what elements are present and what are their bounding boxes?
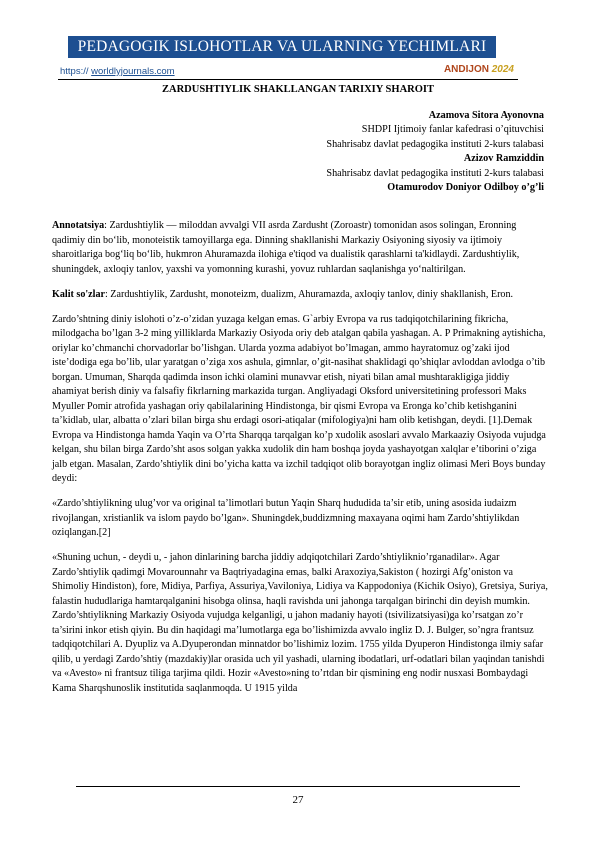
keywords-label: Kalit so'zlar <box>52 288 105 300</box>
footer-divider <box>76 786 520 787</box>
body-paragraph: Zardo’shtning diniy islohoti o’z-o’zidan yuzaga kelgan emas. G`arbiy Evropa va rus tadqiqotchilarining fikricha, milodgacha bo’lgan 3-2 ming yilliklarda Markaziy Osiyoda oriy deb atalgan qabila yashagan. A. P Primakning aytishicha, oriylar ko’chmanchi chorvadorlar bo’lishgan. Ularda yozma adabiyot bo’lmagan, ammo hayratomuz og’zaki ijod iste’dodiga ega bo’lib, ular yaratgan o’ziga xos ashula, gimnlar, o’git-nasihat shaklidagi qo’shiqlar avloddan avlodga o’tib borgan. Umuman, Sharqda qadimda inson ichki olamini munavvar etish, niyati bilan amal mushtarakligiga jiddiy ahamiyat berish diniy va falsafiy fikrlarning markazida turgan. Angliyadagi Oksford universitetining professori Maks Myuller Pomir atrofida yashagan oriy qabilalarining Hindistonga, bir qismi Evropa va Eronga ko’chib ketishganini ta’kidlab, ular, albatta o’zlari bilan birga shu erdagi osori-atiqalar (mifologiya)ni ham olib ketishgan, deydi. [1].Demak Evropa va Hindistonga hamda Yaqin va O’rta Sharqqa tarqalgan ko’p xudolik asoslari avvalo Markaaziy Osiyoda vujudga kelgan, shu bilan birga Zardo’sht asos solgan yakka xudolik din ham boshqa joyda yashayotgan xalqlar e’tiborini o’ziga jalb etgan. Masalan, Zardo’shtiylik dini bo’yicha katta va izchil tadqiqot olib borayotgan ingliz olimasi Meri Boys bunday deydi: <box>52 313 546 484</box>
body-paragraph: «Shuning uchun, - deydi u, - jahon dinlarining barcha jiddiy adqiqotchilari Zardo’shtiyliknio’rganadilar». Agar Zardo’shtiylik qadimgi Movarounnahr va Baqtriyadagina emas, balki Araxoziya,Sakiston ( hozirgi Afg’oniston va Shimoliy Hindiston), fore, Midiya, Parfiya, Assuriya,Vaviloniya, Lidiya va Kappodoniya (Kichik Osiyo), Gretsiya, Suriya, falastin hududlariga hamtarqalganini hisobga olinsa, haqli ravishda uni jahonga tarqalgan birinchi din deyish mumkin. Zardo’shtiylikning Markaziy Osiyoda vujudga kelganligi, u jahon madaniy hayoti (tsivilizatsiyasi)ga ko’rsatgan zo’r ta’sirini inkor etish qiyin. Bu din haqidagi ma’lumotlarga ega bo’lishimizda avvalo ingliz D. J. Bulger, so’ngra frantsuz tadqiqotchilari A. Dyupliz va A.Dyuperondan minnatdor bo’lishimiz lozim. 1755 yilda Dyuperon Hindistonga ilmiy safar qilib, u yerdagi Zardo’shtiy (mazdakiy)lar orasida uch yil yashadi, ularning ibodatlari, urf-odatlari bilan yaqindan tanishdi va «Avesto» ni frantsuz tiliga tarjima qildi. Hozir «Avesto»ning to’rtdan bir qismining eng nodir nusxasi Bombaydagi Kama Sharqshunoslik institutida saqlanmoqda. U 1915 yilda <box>52 552 548 694</box>
author-block <box>326 109 544 195</box>
badge-place: ANDIJON <box>443 64 489 75</box>
author-name: Azizov Ramziddin <box>463 153 544 165</box>
abstract-label: Annotatsiya <box>52 220 105 231</box>
author-affiliation: SHDPI Ijtimoiy fanlar kafedrasi o’qituvchisi <box>361 124 544 136</box>
header-divider <box>58 79 518 80</box>
journal-title: PEDAGOGIK ISLOHOTLAR VA ULARNING YECHIMLARI <box>77 38 487 55</box>
journal-url <box>60 66 175 77</box>
article-body <box>52 219 548 707</box>
keywords-paragraph <box>52 288 548 303</box>
journal-banner <box>68 36 496 58</box>
author-name: Otamurodov Doniyor Odilboy o’g’li <box>387 182 544 194</box>
keywords-text: : Zardushtiylik, Zardusht, monoteizm, dualizm, Ahuramazda, axloqiy tanlov, diniy shakllanish, Eron. <box>104 288 514 300</box>
journal-link[interactable]: worldlyjournals.com <box>91 66 175 77</box>
author-name: Azamova Sitora Ayonovna <box>428 110 544 121</box>
conference-badge <box>444 64 514 75</box>
abstract-text: : Zardushtiylik — miloddan avvalgi VII asrda Zardusht (Zoroastr) tomonidan asos solingan, Eronning qadimiy din bo‘lib, monoteistik tamoyillarga ega. Dinning shakllanishi Markaziy Osiyoning siyosiy va ijtimoiy sharoitlariga bog‘liq bo‘lib, hukmron Ahuramazda ilohiga e'tiqod va dualistik qarashlarni ta'kidlaydi. Zardushtiylik, shuningdek, axloqiy tanlov, yaxshi va yomonning kurashi, yovuz ruhlardan saqlanishga yo‘naltirilgan. <box>52 220 520 275</box>
abstract-paragraph <box>52 219 548 277</box>
badge-year: 2024 <box>491 64 514 75</box>
author-affiliation: Shahrisabz davlat pedagogika instituti 2-kurs talabasi <box>326 138 544 150</box>
author-affiliation: Shahrisabz davlat pedagogika instituti 2-kurs talabasi <box>326 167 544 179</box>
body-paragraph: «Zardo’shtiylikning ulug’vor va original ta’limotlari butun Yaqin Sharq hududida ta’sir etib, uning asosida iudaizm rivojlangan, xristianlik va islom paydo bo’lgan». Shuningdek,buddizmning maxayana oqimi ham Zardo’shtiylikdan oziqlangan.[2] <box>52 498 520 538</box>
page-number: 27 <box>292 794 304 806</box>
url-prefix: https:// <box>60 66 89 77</box>
article-title: ZARDUSHTIYLIK SHAKLLANGAN TARIXIY SHAROIT <box>162 84 434 95</box>
